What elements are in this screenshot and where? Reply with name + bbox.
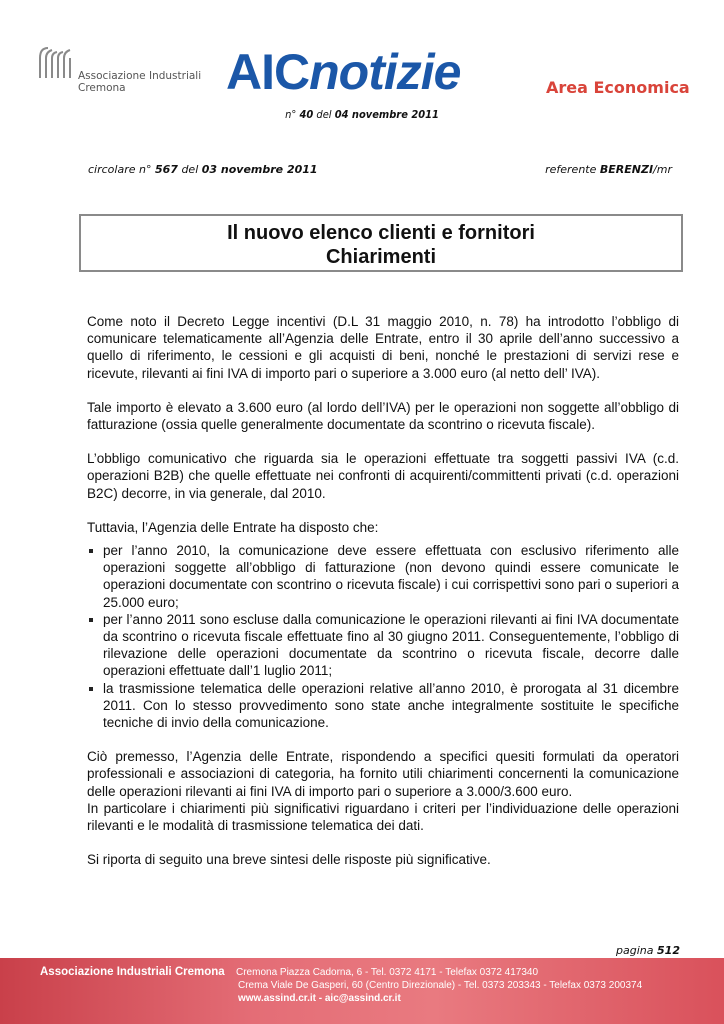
paragraph: Ciò premesso, l’Agenzia delle Entrate, rispondendo a specifici quesiti formulati da operatori professionali e associazioni di categoria, ha fornito utili chiarimenti concernenti la comunicazione delle operazioni rilevanti ai fini IVA di importo pari o superiore a 3.000/3.600 euro. [87, 749, 679, 799]
association-logo-icon [36, 44, 74, 80]
footer-association: Associazione Industriali Cremona [40, 966, 225, 978]
issue-info: n° 40 del 04 novembre 2011 [285, 108, 439, 121]
document-body [87, 313, 679, 885]
masthead-title: AICnotizie [226, 44, 461, 100]
footer-address-crema: Crema Viale De Gasperi, 60 (Centro Direzionale) - Tel. 0373 203343 - Telefax 0373 200374 [238, 980, 643, 991]
paragraph: L’obbligo comunicativo che riguarda sia le operazioni effettuate tra soggetti passivi IVA (c.d. operazioni B2B) che quelle effettuate nei confronti di acquirenti/committenti privati (c.d. operazioni B2C) decorre, in via generale, dal 2010. [87, 451, 679, 501]
paragraph: Tuttavia, l’Agenzia delle Entrate ha disposto che: [87, 519, 379, 535]
paragraph: Si riporta di seguito una breve sintesi delle risposte più significative. [87, 852, 491, 868]
paragraph: Come noto il Decreto Legge incentivi (D.L 31 maggio 2010, n. 78) ha introdotto l’obbligo di comunicare telematicamente all’Agenzia delle Entrate, entro il 30 aprile dell’anno successivo a quello di riferimento, le cessioni e gli acquisti di beni, nonché le prestazioni di servizi rese e ricevute, rilevanti ai fini IVA di importo pari o superiore a 3.000 euro (al netto dell’ IVA). [87, 314, 679, 381]
list-item: la trasmissione telematica delle operazioni relative all’anno 2010, è prorogata al 31 dicembre 2011. Con lo stesso provvedimento sono state anche integralmente sostituite le specifiche tecniche di invio della comunicazione. [87, 680, 679, 732]
footer-web-email: www.assind.cr.it - aic@assind.cr.it [238, 993, 401, 1004]
footer-band [0, 958, 724, 1024]
paragraph: In particolare i chiarimenti più significativi riguardano i criteri per l’individuazione delle operazioni rilevanti e le modalità di trasmissione telematica dei dati. [87, 800, 679, 834]
paragraph: Tale importo è elevato a 3.600 euro (al lordo dell’IVA) per le operazioni non soggette all’obbligo di fatturazione (ossia quelle generalmente documentate da scontrino o ricevuta fiscale). [87, 399, 679, 433]
list-item: per l’anno 2010, la comunicazione deve essere effettuata con esclusivo riferimento alle operazioni soggette all’obbligo di fatturazione (non devono quindi essere comunicate le operazioni documentate con scontrino o ricevuta fiscale) i cui corrispettivi sono pari o superiori a 25.000 euro; [87, 542, 679, 611]
referente-info: referente BERENZI/mr [545, 163, 672, 176]
circolare-info: circolare n° 567 del 03 novembre 2011 [88, 163, 318, 176]
footer-address-cremona: Cremona Piazza Cadorna, 6 - Tel. 0372 4171 - Telefax 0372 417340 [236, 967, 539, 978]
bullet-list [87, 542, 679, 731]
page-number: pagina 512 [616, 944, 680, 957]
association-name: Associazione Industriali Cremona [78, 70, 202, 94]
list-item: per l’anno 2011 sono escluse dalla comunicazione le operazioni rilevanti ai fini IVA documentate da scontrino o ricevuta fiscale effettuate fino al 30 giugno 2011. Conseguentemente, l’obbligo di rilevazione delle operazioni documentate da scontrino o ricevuta fiscale, decorre dalle operazioni effettuate dall’1 luglio 2011; [87, 611, 679, 680]
letterhead [0, 0, 724, 108]
area-label: Area Economica [546, 78, 690, 97]
document-title: Il nuovo elenco clienti e fornitori Chiarimenti [79, 214, 683, 272]
